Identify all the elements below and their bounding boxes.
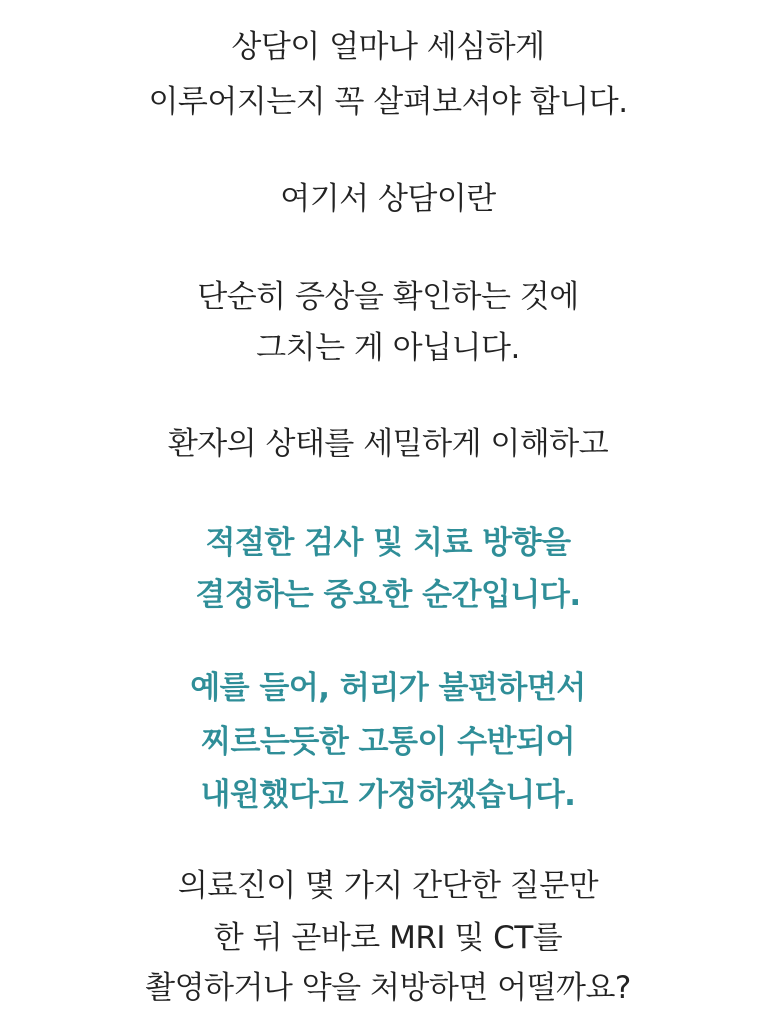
- highlight-line: 내원했다고 가정하겠습니다.: [200, 777, 576, 813]
- highlight-line: 결정하는 중요한 순간입니다.: [195, 577, 581, 613]
- text-line: 한 뒤 곧바로 MRI 및 CT를: [213, 920, 563, 956]
- text-line: 환자의 상태를 세밀하게 이해하고: [167, 426, 609, 462]
- text-line: 여기서 상담이란: [280, 181, 496, 217]
- highlight-line: 찌르는듯한 고통이 수반되어: [201, 724, 575, 760]
- text-line: 단순히 증상을 확인하는 것에: [197, 279, 579, 315]
- text-line: 의료진이 몇 가지 간단한 질문만: [177, 868, 599, 904]
- text-line: 그치는 게 아닙니다.: [256, 330, 520, 366]
- highlight-line: 적절한 검사 및 치료 방향을: [205, 525, 571, 561]
- text-line: 상담이 얼마나 세심하게: [231, 29, 545, 65]
- text-line: 이루어지는지 꼭 살펴보셔야 합니다.: [148, 84, 628, 120]
- highlight-line: 예를 들어, 허리가 불편하면서: [190, 670, 586, 706]
- text-line: 촬영하거나 약을 처방하면 어떨까요?: [145, 970, 631, 1006]
